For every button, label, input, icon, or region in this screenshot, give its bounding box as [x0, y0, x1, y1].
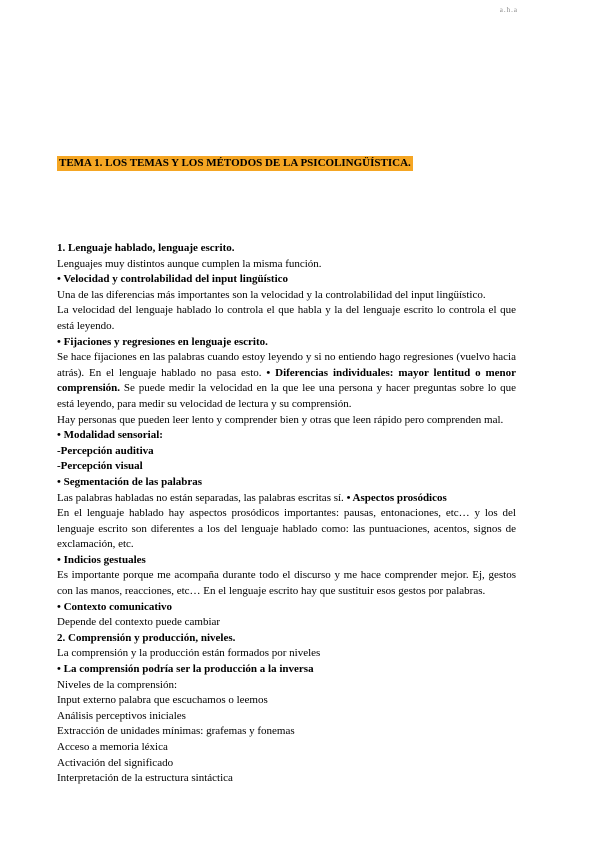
section-heading: 1. Lenguaje hablado, lenguaje escrito.	[57, 242, 235, 254]
list-item: -Percepción auditiva	[57, 444, 154, 457]
section-heading: 2. Comprensión y producción, niveles.	[57, 631, 236, 644]
paragraph	[57, 491, 516, 507]
paragraph-text: Se puede medir la velocidad en la que lee una persona y hacer preguntas sobre lo que está leyendo, para medir su velocidad de lectura y su comprensión.	[57, 382, 517, 410]
bullet-heading: • Fijaciones y regresiones en lenguaje escrito.	[57, 335, 268, 348]
paragraph: En el lenguaje hablado hay aspectos prosódicos importantes: pausas, entonaciones, etc… y los del lenguaje escrito son diferentes a los del lenguaje hablado como: las puntuaciones, acentos, signos de exclamación, etc.	[57, 507, 516, 551]
paragraph: Depende del contexto puede cambiar	[57, 616, 221, 629]
bullet-heading: • Indicios gestuales	[57, 553, 146, 566]
list-item: Input externo palabra que escuchamos o leemos	[57, 694, 268, 707]
bullet-heading: • La comprensión podría ser la producción a la inversa	[57, 663, 314, 676]
document-body	[57, 241, 516, 787]
paragraph	[57, 350, 516, 412]
list-item: Extracción de unidades mínimas: grafemas y fonemas	[57, 725, 295, 738]
paragraph: Lenguajes muy distintos aunque cumplen la misma función.	[57, 257, 322, 270]
paragraph: Hay personas que pueden leer lento y comprender bien y otras que leen rápido pero comprenden mal.	[57, 413, 504, 426]
bullet-heading: • Contexto comunicativo	[57, 600, 173, 613]
paragraph: Es importante porque me acompaña durante todo el discurso y me hace comprender mejor. Ej, gestos con las manos, reacciones, etc… En el lenguaje escrito hay que sustituir esos gestos por palabras.	[57, 569, 516, 598]
bullet-heading: • Diferencias individuales: mayor lentitud o menor comprensión.	[57, 366, 517, 395]
bullet-heading: • Segmentación de las palabras	[57, 475, 203, 488]
list-item: Activación del significado	[57, 756, 174, 769]
list-item: Interpretación de la estructura sintáctica	[57, 772, 233, 785]
paragraph: Una de las diferencias más importantes son la velocidad y la controlabilidad del input lingüístico.	[57, 288, 486, 301]
paragraph-text: Las palabras habladas no están separadas, las palabras escritas sí.	[57, 491, 344, 504]
levels-title: Niveles de la comprensión:	[57, 678, 178, 691]
bullet-heading: • Modalidad sensorial:	[57, 429, 163, 442]
page-header-mark: a.h.a	[499, 6, 518, 14]
bullet-heading: • Aspectos prosódicos	[346, 491, 447, 504]
bullet-heading: • Velocidad y controlabilidad del input lingüístico	[57, 273, 289, 286]
list-item: -Percepción visual	[57, 460, 143, 473]
list-item: Análisis perceptivos iniciales	[57, 709, 186, 722]
paragraph: La velocidad del lenguaje hablado lo controla el que habla y la del lenguaje escrito lo controla el que está leyendo.	[57, 304, 516, 332]
list-item: Acceso a memoria léxica	[57, 741, 168, 753]
paragraph: La comprensión y la producción están formados por niveles	[57, 647, 321, 660]
page-title: TEMA 1. LOS TEMAS Y LOS MÉTODOS DE LA PSICOLINGÜÍSTICA.	[59, 157, 411, 169]
paragraph-text: Se hace fijaciones en las palabras cuando estoy leyendo y si no entiendo hago regresiones (vuelvo hacia atrás). En el lenguaje hablado no pasa esto.	[57, 351, 516, 379]
